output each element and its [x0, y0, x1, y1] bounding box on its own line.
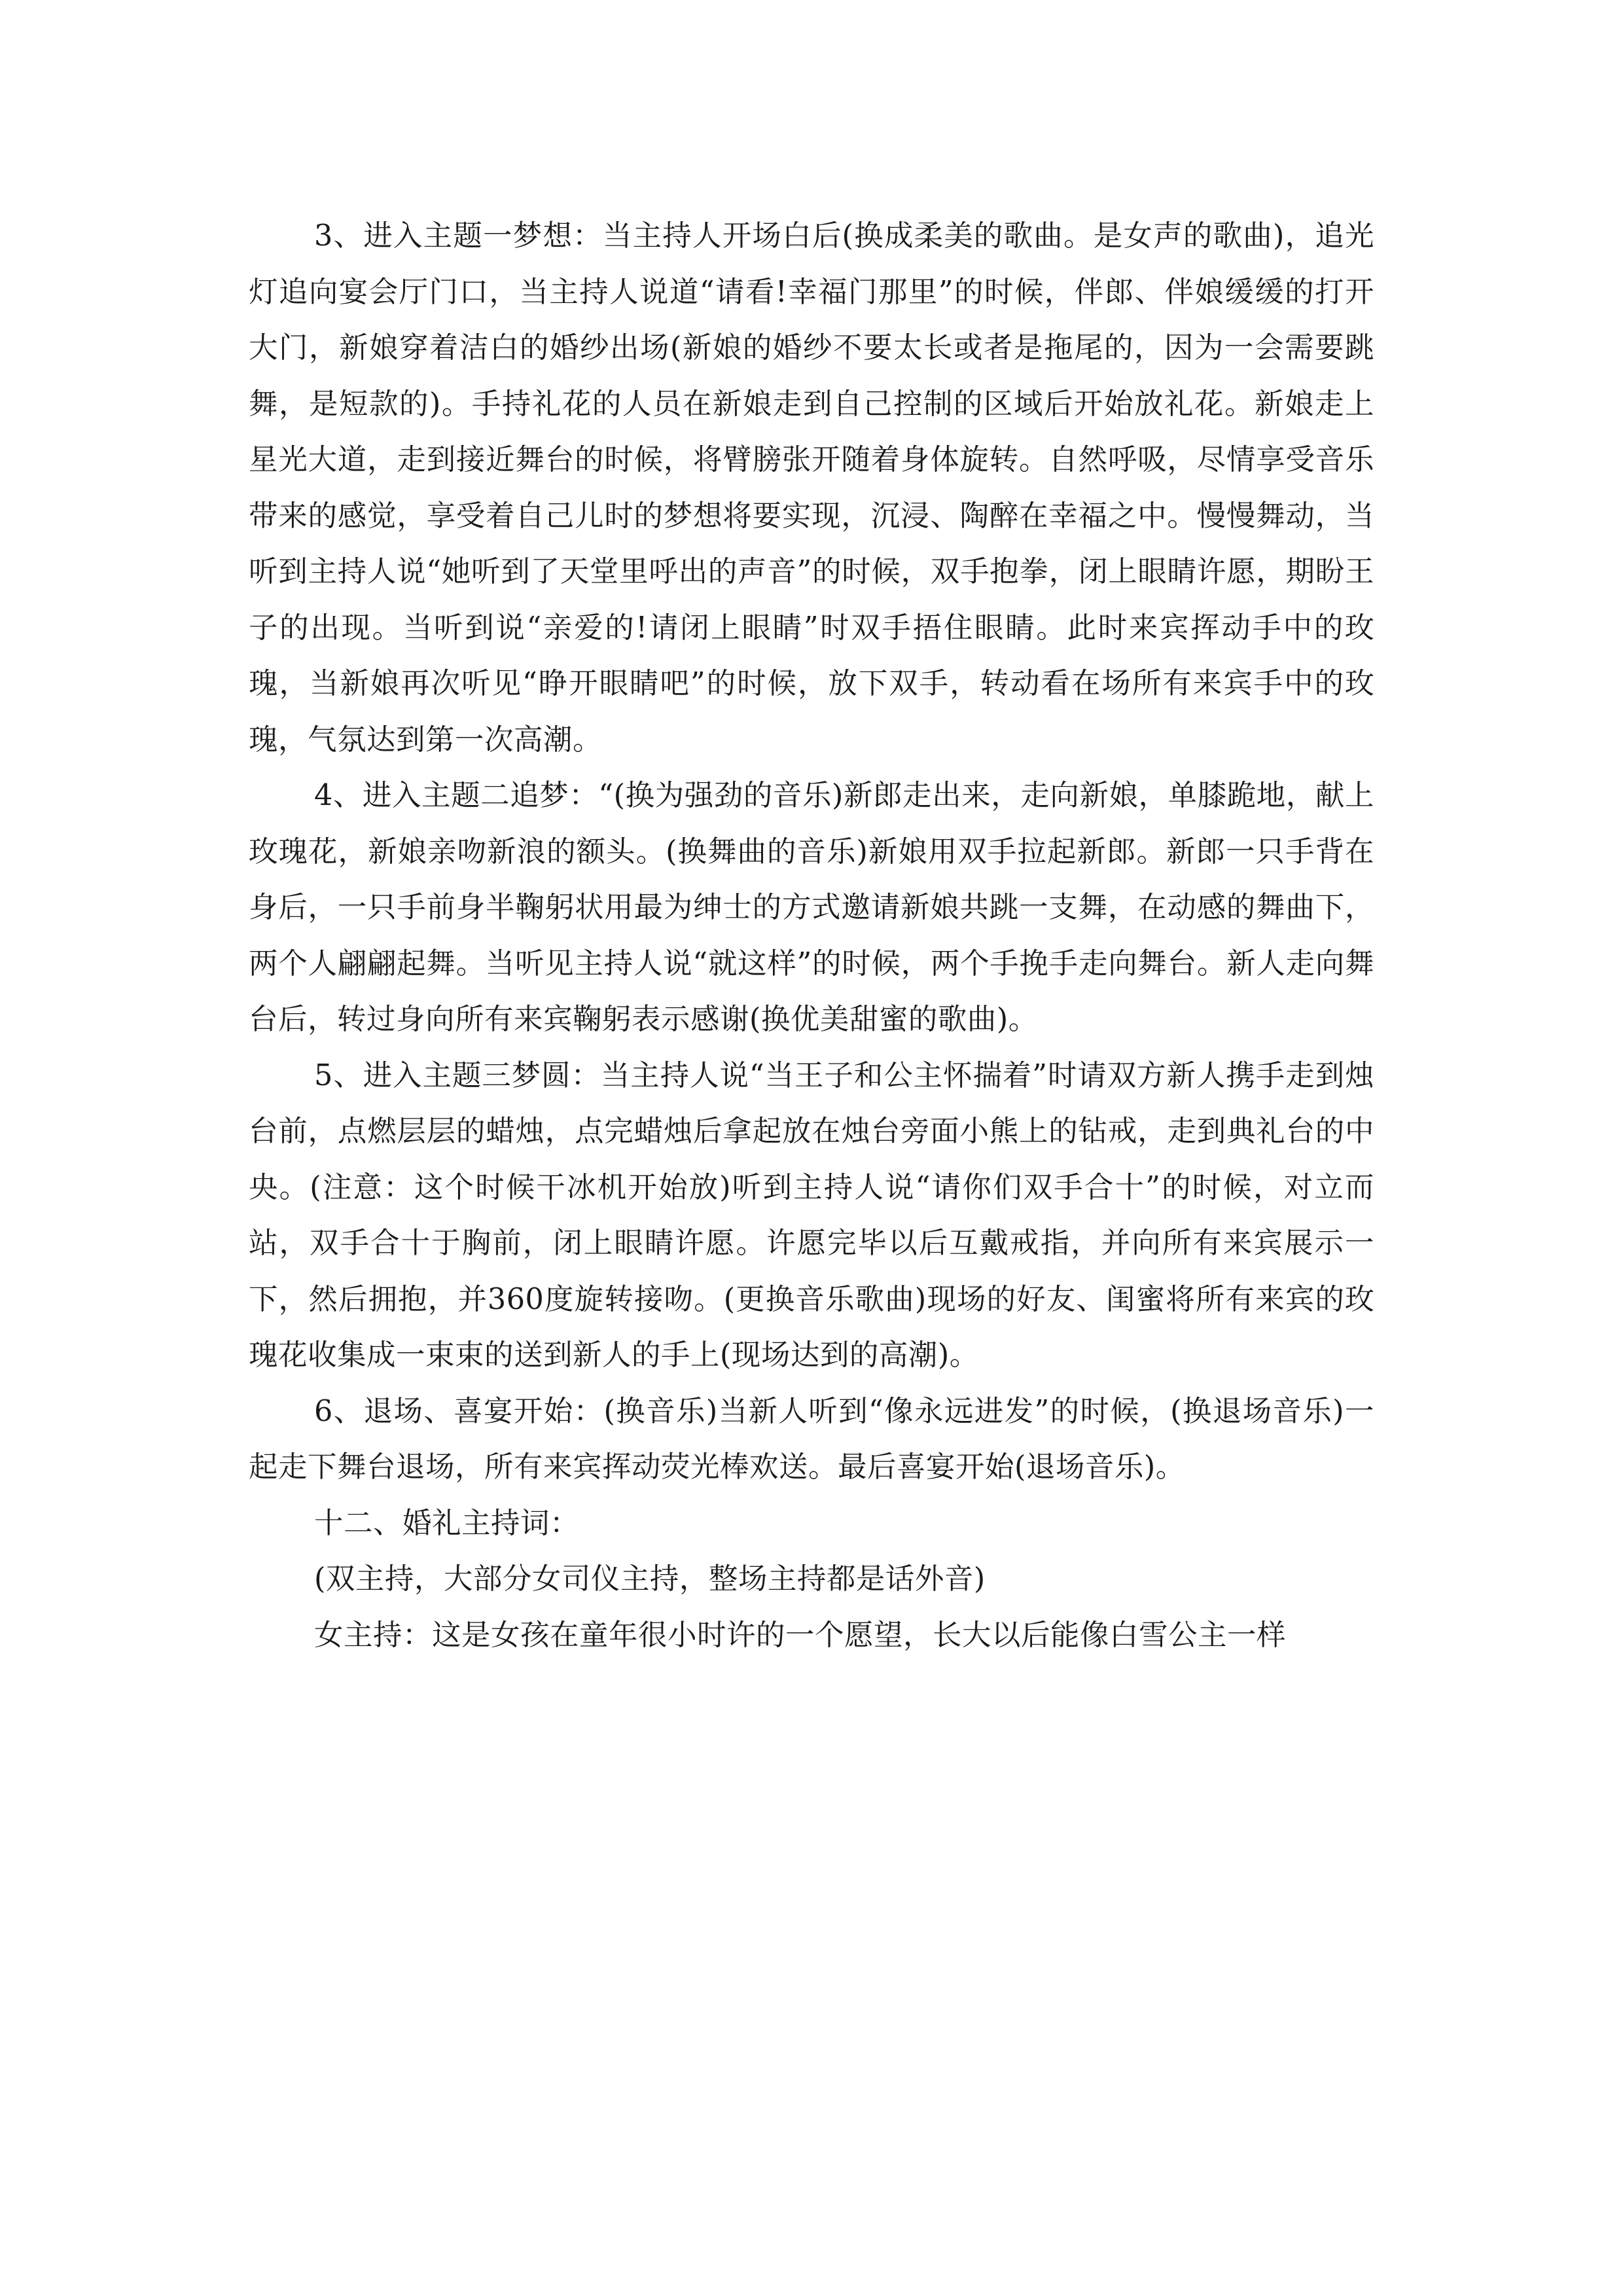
paragraph-theme-two-chase-dream: 4、进入主题二追梦：“(换为强劲的音乐)新郎走出来，走向新娘，单膝跪地，献上玫瑰花，新娘亲吻新浪的额头。(换舞曲的音乐)新娘用双手拉起新郎。新郎一只手背在身后，一只手前身半鞠躬状用最为绅士的方式邀请新娘共跳一支舞，在动感的舞曲下，两个人翩翩起舞。当听见主持人说“就这样”的时候，两个手挽手走向舞台。新人走向舞台后，转过身向所有来宾鞠躬表示感谢(换优美甜蜜的歌曲)。	[249, 779, 1374, 1036]
paragraph-host-note: (双主持，大部分女司仪主持，整场主持都是话外音)	[314, 1562, 986, 1596]
paragraph-female-host-line: 女主持：这是女孩在童年很小时许的一个愿望，长大以后能像白雪公主一样	[314, 1618, 1287, 1652]
paragraph-theme-three-dream-fulfilled: 5、进入主题三梦圆：当主持人说“当王子和公主怀揣着”时请双方新人携手走到烛台前，点燃层层的蜡烛，点完蜡烛后拿起放在烛台旁面小熊上的钻戒，走到典礼台的中央。(注意：这个时候干冰机开始放)听到主持人说“请你们双手合十”的时候，对立而站，双手合十于胸前，闭上眼睛许愿。许愿完毕以后互戴戒指，并向所有来宾展示一下，然后拥抱，并360度旋转接吻。(更换音乐歌曲)现场的好友、闺蜜将所有来宾的玫瑰花收集成一束束的送到新人的手上(现场达到的高潮)。	[249, 1058, 1374, 1372]
paragraph-theme-one-dream: 3、进入主题一梦想：当主持人开场白后(换成柔美的歌曲。是女声的歌曲)，追光灯追向宴会厅门口，当主持人说道“请看!幸福门那里”的时候，伴郎、伴娘缓缓的打开大门，新娘穿着洁白的婚纱出场(新娘的婚纱不要太长或者是拖尾的，因为一会需要跳舞，是短款的)。手持礼花的人员在新娘走到自己控制的区域后开始放礼花。新娘走上星光大道，走到接近舞台的时候，将臂膀张开随着身体旋转。自然呼吸，尽情享受音乐带来的感觉，享受着自己儿时的梦想将要实现，沉浸、陶醉在幸福之中。慢慢舞动，当听到主持人说“她听到了天堂里呼出的声音”的时候，双手抱拳，闭上眼睛许愿，期盼王子的出现。当听到说“亲爱的!请闭上眼睛”时双手捂住眼睛。此时来宾挥动手中的玫瑰，当新娘再次听见“睁开眼睛吧”的时候，放下双手，转动看在场所有来宾手中的玫瑰，气氛达到第一次高潮。	[249, 219, 1374, 757]
paragraph-exit-banquet: 6、退场、喜宴开始：(换音乐)当新人听到“像永远进发”的时候，(换退场音乐)一起走下舞台退场，所有来宾挥动荧光棒欢送。最后喜宴开始(退场音乐)。	[249, 1394, 1374, 1484]
document-body	[249, 208, 1374, 1663]
section-heading-host-script: 十二、婚礼主持词：	[314, 1506, 580, 1540]
